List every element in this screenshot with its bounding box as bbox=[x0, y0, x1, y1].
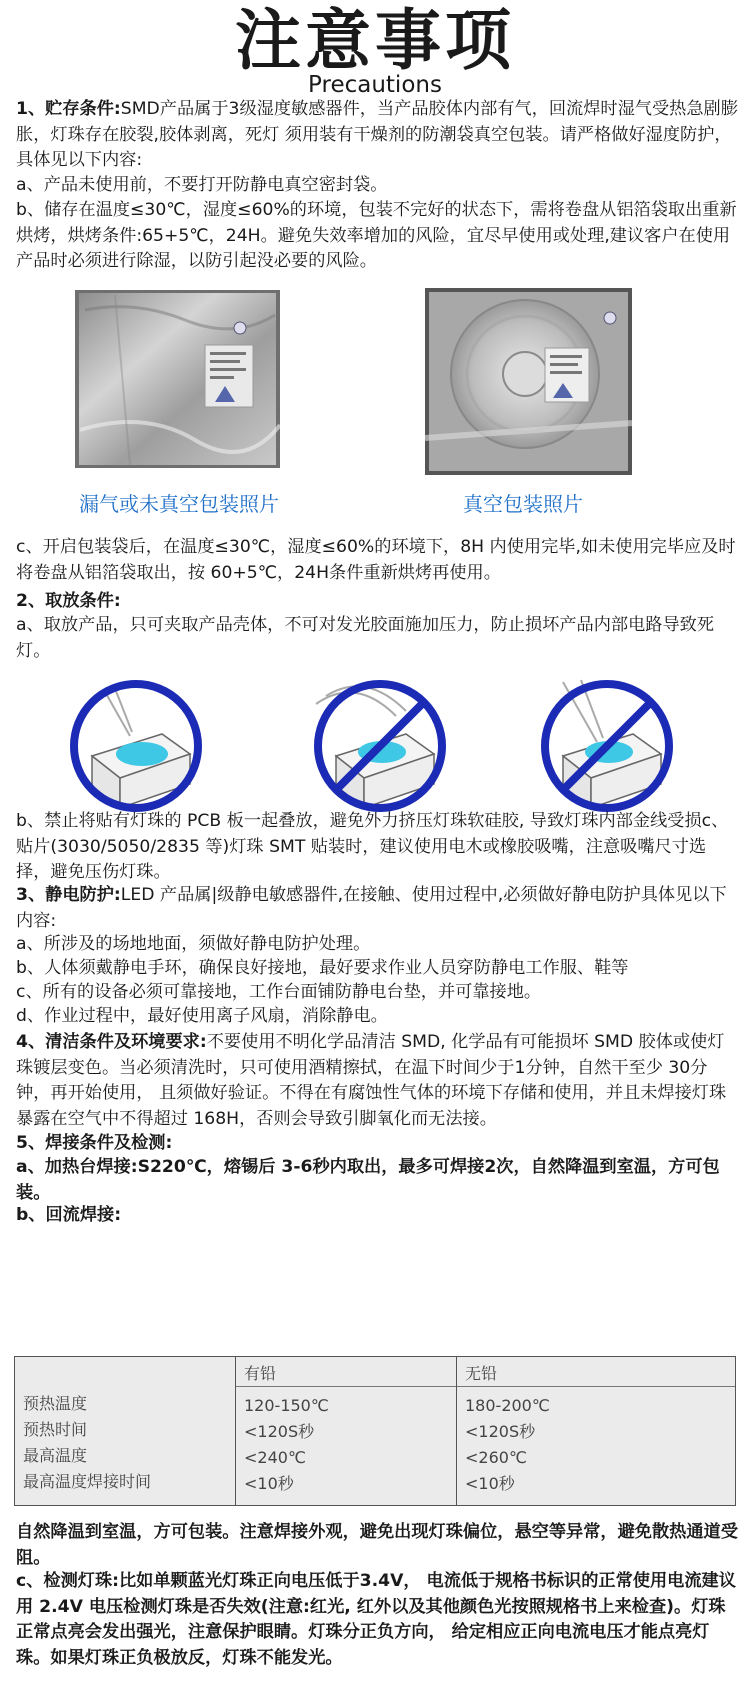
vacuum-package-caption: 真空包装照片 bbox=[463, 492, 583, 516]
section-1-item-a: a、产品未使用前，不要打开防静电真空密封袋。 bbox=[16, 175, 388, 195]
table-header-leadfree: 无铅 bbox=[457, 1361, 735, 1387]
table-row-label: 预热温度 bbox=[23, 1394, 88, 1413]
table-row-label: 最高温度 bbox=[23, 1446, 88, 1465]
section-3-intro bbox=[16, 883, 738, 934]
section-5-heading: 5、焊接条件及检测: bbox=[16, 1133, 173, 1153]
section-1-body: SMD产品属于3级湿度敏感器件，当产品胶体内部有气，回流焊时湿气受热急剧膨胀，灯珠存在胶裂,胶体剥离，死灯 须用装有干燥剂的防潮袋真空包装。请严格做好湿度防护，具体见以下内容: bbox=[16, 99, 738, 170]
section-2-heading: 2、取放条件: bbox=[16, 591, 121, 611]
leaking-package-caption: 漏气或未真空包装照片 bbox=[79, 492, 279, 516]
section-2-item-a: a、取放产品，只可夹取产品壳体，不可对发光胶面施加压力，防止损坏产品内部电路导致死灯。 bbox=[16, 615, 715, 661]
section-5-after-text: 自然降温到室温，方可包装。注意焊接外观，避免出现灯珠偏位，悬空等异常，避免散热通道受阻。 bbox=[16, 1522, 738, 1568]
section-1-intro bbox=[16, 97, 738, 174]
section-3-item-d: d、作业过程中，最好使用离子风扇，消除静电。 bbox=[16, 1006, 388, 1026]
section-5-item-c: c、检测灯珠:比如单颗蓝光灯珠正向电压低于3.4V， 电流低于规格书标识的正常使用电流建议用 2.4V 电压检测灯珠是否失效(注意:红光, 红外以及其他颜色光按照规格书上来检查)。灯珠正常点亮会发出强光，注意保护眼睛。灯珠分正负方向， 给定相应正向电流电压才能点亮灯珠。如果灯珠正负极放反，灯珠不能发光。 bbox=[16, 1571, 736, 1668]
table-cell: <10秒 bbox=[244, 1474, 294, 1493]
section-4-text bbox=[16, 1030, 738, 1132]
section-1-item-c: c、开启包装袋后，在温度≤30℃，湿度≤60%的环境下，8H 内使用完毕,如未使用完毕应及时将卷盘从铝箔袋取出，按 60+5℃，24H条件重新烘烤再使用。 bbox=[16, 537, 736, 583]
section-5-item-b: b、回流焊接: bbox=[16, 1205, 122, 1225]
table-header-leaded: 有铅 bbox=[236, 1361, 456, 1387]
leaking-package-photo bbox=[75, 290, 280, 468]
section-3-item-b: b、人体须戴静电手环，确保良好接地，最好要求作业人员穿防静电工作服、鞋等 bbox=[16, 958, 629, 978]
table-cell: <120S秒 bbox=[465, 1422, 536, 1441]
table-cell: <120S秒 bbox=[244, 1422, 315, 1441]
section-4-body: 不要使用不明化学品清洁 SMD, 化学品有可能损坏 SMD 胶体或使灯珠镀层变色。当必须清洗时，只可使用酒精擦拭，在温下时间少于1分钟，自然干至少 30分钟，再开始使用， 且须做好验证。不得在有腐蚀性气体的环境下存储和使用，并且未焊接灯珠暴露在空气中不得超过 168H，否则会导致引脚氧化而无法接。 bbox=[16, 1032, 727, 1129]
table-row-label: 预热时间 bbox=[23, 1420, 88, 1439]
table-cell: <10秒 bbox=[465, 1474, 515, 1493]
section-3-heading: 3、静电防护: bbox=[16, 885, 121, 905]
section-2-item-b: b、禁止将贴有灯珠的 PCB 板一起叠放，避免外力挤压灯珠软硅胶, 导致灯珠内部金线受损c、贴片(3030/5050/2835 等)灯珠 SMT 贴装时，建议使用电木或橡胶吸嘴，注意吸嘴尺寸选择，避免压伤灯珠。 bbox=[16, 811, 729, 882]
section-1-heading: 1、贮存条件: bbox=[16, 99, 121, 119]
section-4-heading: 4、清洁条件及环境要求: bbox=[16, 1032, 207, 1052]
section-3-body: LED 产品属|级静电敏感器件,在接触、使用过程中,必须做好静电防护具体见以下内容: bbox=[16, 885, 727, 931]
table-cell: <260℃ bbox=[465, 1448, 527, 1467]
press-lens-forbidden-icon bbox=[296, 676, 464, 816]
tweezer-lens-forbidden-icon bbox=[523, 676, 691, 816]
page-title: 注意事项 bbox=[235, 2, 515, 79]
section-3-item-c: c、所有的设备必须可靠接地，工作台面铺防静电台垫，并可靠接地。 bbox=[16, 982, 542, 1002]
page-subtitle: Precautions bbox=[308, 72, 442, 98]
vacuum-package-photo bbox=[425, 288, 632, 475]
table-cell: 120-150℃ bbox=[244, 1396, 329, 1415]
table-label-column bbox=[15, 1357, 236, 1506]
table-leaded-column bbox=[236, 1357, 457, 1506]
section-3-item-a: a、所涉及的场地地面，须做好静电防护处理。 bbox=[16, 934, 371, 954]
section-5-item-a: a、加热台焊接:S220℃，熔锡后 3-6秒内取出，最多可焊接2次，自然降温到室温，方可包装。 bbox=[16, 1157, 720, 1203]
reflow-parameters-table bbox=[14, 1356, 736, 1506]
tweezer-grip-correct-icon bbox=[52, 676, 220, 816]
table-cell: <240℃ bbox=[244, 1448, 306, 1467]
table-leadfree-column bbox=[457, 1357, 736, 1506]
section-1-item-b: b、储存在温度≤30℃，湿度≤60%的环境，包装不完好的状态下，需将卷盘从铝箔袋取出重新烘烤，烘烤条件:65+5℃，24H。避免失效率增加的风险，宜尽早使用或处理,建议客户在使用产品时必须进行除湿，以防引起没必要的风险。 bbox=[16, 200, 737, 271]
table-cell: 180-200℃ bbox=[465, 1396, 550, 1415]
table-row-label: 最高温度焊接时间 bbox=[23, 1472, 152, 1491]
